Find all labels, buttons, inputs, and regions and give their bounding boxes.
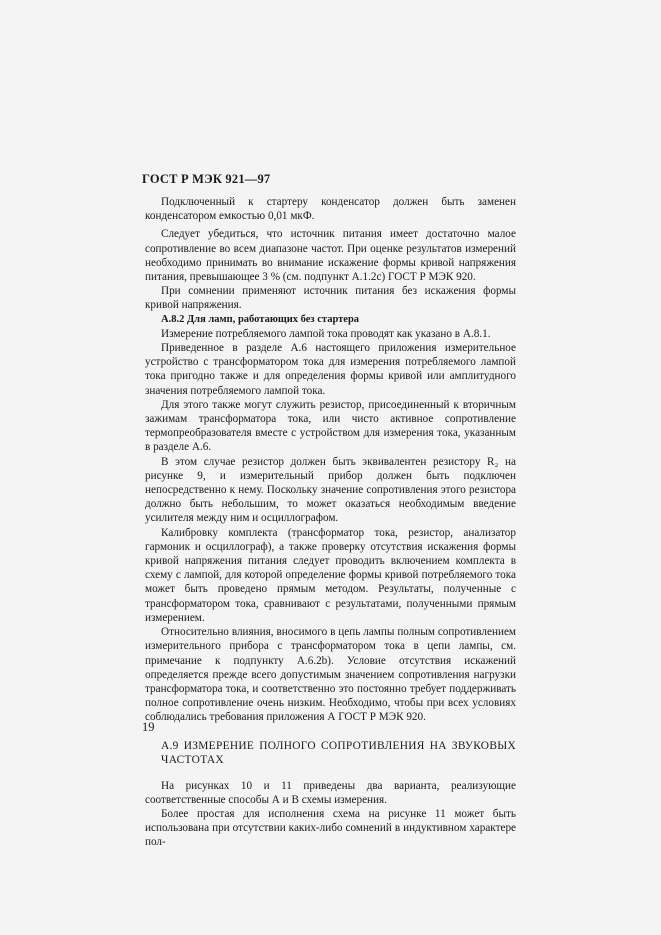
subsection-title: А.8.2 Для ламп, работающих без стартера [161,313,360,325]
paragraph: Для этого также могут служить резистор, присоединенный к вторичным зажимам трансформатора тока, или чисто активное сопротивление термопреобразователя вместе с устройством для измерения тока, указанным в разделе А.6. [145,398,516,454]
paragraph: Измерение потребляемого лампой тока проводят как указано в А.8.1. [161,327,491,340]
paragraph: Приведенное в разделе А.6 настоящего приложения измерительное устройство с трансформатором тока для измерения потребляемого лампой тока пригодно также и для определения формы кривой или амплитудного значения потребляемого лампой тока. [145,342,516,397]
document-body [145,195,516,850]
paragraph: Более простая для исполнения схема на рисунке 11 может быть использована при отсутствии каких-либо сомнений в индуктивном характере пол- [145,807,516,849]
paragraph: Следует убедиться, что источник питания имеет достаточно малое сопротивление во всем диапазоне частот. При оценке результатов измерений необходимо принимать во внимание искажение формы кривой напряжения питания, превышающее 3 % (см. подпункт А.1.2с) ГОСТ Р МЭК 920. [145,228,516,284]
paragraph: Относительно влияния, вносимого в цепь лампы полным сопротивлением измерительного прибора с трансформатором тока в цепи лампы, см. примечание к подпункту А.6.2b). Условие отсутствия искажений определяется прежде всего допустимым значением сопротивления нагрузки трансформатора тока, и соответственно это постоянно требует поддерживать полное сопротивление очень низким. Необходимо, чтобы при всех условиях соблюдались требования приложения А ГОСТ Р МЭК 920. [145,626,516,724]
paragraph: В этом случае резистор должен быть эквивалентен резистору R₂ на рисунке 9, и измерительный прибор должен быть подключен непосредственно к нему. Поскольку значение сопротивления этого резистора должно быть небольшим, то может оказаться необходимым введение усилителя между ним и осциллографом. [145,455,516,525]
paragraph: Подключенный к стартеру конденсатор должен быть заменен конденсатором емкостью 0,01 мкФ. [145,196,516,223]
paragraph: На рисунках 10 и 11 приведены два варианта, реализующие соответственные способы А и В схемы измерения. [145,779,516,806]
section-title: А.9 ИЗМЕРЕНИЕ ПОЛНОГО СОПРОТИВЛЕНИЯ НА ЗВУКОВЫХ ЧАСТОТАХ [161,739,516,766]
page-number: 19 [142,720,155,734]
document-header: ГОСТ Р МЭК 921—97 [142,172,271,186]
paragraph: При сомнении применяют источник питания без искажения формы кривой напряжения. [145,285,516,312]
paragraph: Калибровку комплекта (трансформатор тока, резистор, анализатор гармоник и осциллограф), а также проверку отсутствия искажения формы кривой напряжения питания следует проводить включением комплекта в схему с лампой, для которой определение формы кривой потребляемого тока может быть проведено прямым методом. Результаты, полученные с трансформатором тока, сравнивают с результатами, полученными прямым измерением. [145,526,516,624]
